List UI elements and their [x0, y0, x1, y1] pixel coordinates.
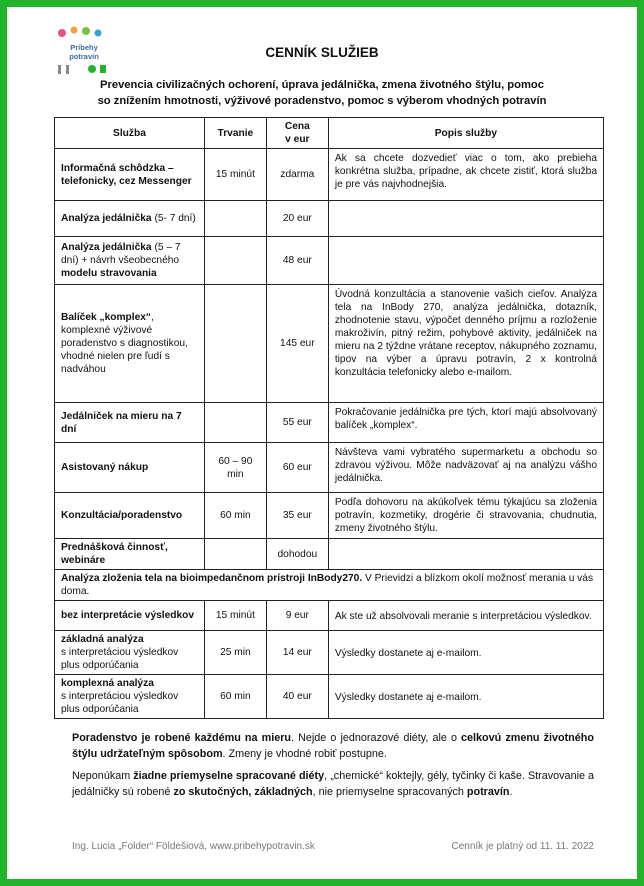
note2-part-a: Neponúkam	[72, 770, 134, 782]
note1-part-b: každému na mieru	[194, 732, 292, 744]
row-service	[55, 149, 205, 201]
service-name: Informačná schôdzka – telefonicky, cez Messenger	[61, 162, 192, 187]
note1-part-c: . Nejde o jednorazové diéty, ale o	[291, 732, 462, 744]
table-row	[55, 675, 604, 719]
service-name: Analýza jedálnička	[61, 213, 152, 224]
page-title: CENNÍK SLUŽIEB	[265, 45, 379, 60]
row-price: 20 eur	[266, 201, 328, 237]
header-duration: Trvanie	[204, 118, 266, 149]
row-service	[55, 237, 205, 285]
note2-part-g: .	[509, 786, 513, 798]
service-detail: s interpretáciou výsledkov plus odporúčania	[61, 691, 179, 715]
inbody-heading-bold: Analýza zloženia tela na bioimpedančnom prístroji InBody270.	[61, 573, 363, 584]
row-duration: 15 minút	[204, 601, 266, 631]
table-row	[55, 493, 604, 539]
table-row	[55, 201, 604, 237]
note-paragraph-2	[72, 768, 594, 800]
row-service	[55, 539, 205, 570]
header-price-line2: v eur	[285, 134, 310, 145]
row-description: Ak sa chcete dozvedieť viac o tom, ako prebieha konkrétna služba, prípadne, ak chcete zistiť, ktorá služba je pre vás najvhodnejšia.	[328, 149, 603, 201]
row-duration	[204, 201, 266, 237]
note2-part-e: , nie priemyselne spracovaných	[312, 786, 467, 798]
row-duration	[204, 285, 266, 403]
table-row	[55, 403, 604, 443]
row-description: Úvodná konzultácia a stanovenie vašich cieľov. Analýza tela na InBody 270, analýza jedálnička, dotazník, zhodnotenie stavu, výpočet denného príjmu a rozloženie makroživín, pitný režim, pohybové aktivity, jedálniček na mieru na 2 týždne vrátane receptov, nákupného zoznamu, tipov na výber a úpravu potravín, 2 x kontrolná konzultácia telefonicky alebo e-mailom.	[328, 285, 603, 403]
table-row	[55, 443, 604, 493]
price-table	[54, 117, 604, 719]
row-description	[328, 539, 603, 570]
row-service	[55, 201, 205, 237]
page-subtitle	[47, 77, 597, 109]
service-name: Analýza jedálnička	[61, 242, 152, 253]
service-name: bez interpretácie výsledkov	[61, 610, 195, 621]
row-duration: 25 min	[204, 631, 266, 675]
row-description: Návšteva vami vybratého supermarketu a obchodu so zdravou výživou. Môže nadväzovať aj na analýzu vášho jedálnička.	[328, 443, 603, 493]
note1-part-a: Poradenstvo je robené	[72, 732, 195, 744]
inbody-heading-row	[55, 570, 604, 601]
header-price-line1: Cena	[284, 121, 310, 132]
row-service	[55, 631, 205, 675]
note1-part-d: celkovú zmenu životného štýlu udržateľným spôsobom	[72, 732, 594, 760]
service-name: Prednášková činnosť, webináre	[61, 542, 168, 566]
service-name: Balíček „komplex“	[61, 312, 152, 323]
service-detail: , komplexné výživové poradenstvo s diagnostikou, vhodné nielen pre ľudí s nadváhou	[61, 312, 188, 375]
row-service	[55, 601, 205, 631]
row-service	[55, 493, 205, 539]
row-description: Výsledky dostanete aj e-mailom.	[328, 675, 603, 719]
row-price: 40 eur	[266, 675, 328, 719]
row-price: 14 eur	[266, 631, 328, 675]
note1-part-e: . Zmeny je vhodné robiť postupne.	[222, 748, 387, 760]
logo-line2: potravín	[69, 52, 99, 61]
header-price	[266, 118, 328, 149]
table-row	[55, 601, 604, 631]
row-price: 35 eur	[266, 493, 328, 539]
row-description: Výsledky dostanete aj e-mailom.	[328, 631, 603, 675]
row-service	[55, 285, 205, 403]
note2-part-c: , „chemické“ koktejly, gély, tyčinky či kaše. Stravovanie a jedálničky sú robené	[72, 770, 595, 798]
row-description: Ak ste už absolvovali meranie s interpretáciou výsledkov.	[328, 601, 603, 631]
inbody-heading-rest: V Prievidzi a blízkom okolí možnosť merania u vás doma.	[61, 573, 594, 597]
service-detail: s interpretáciou výsledkov plus odporúčania	[61, 647, 179, 671]
header-description: Popis služby	[328, 118, 603, 149]
inbody-heading	[55, 570, 604, 601]
note-paragraph-1	[72, 730, 594, 762]
note2-part-b: žiadne priemyselne spracované diéty	[133, 770, 325, 782]
row-duration: 60 min	[204, 493, 266, 539]
row-service	[55, 443, 205, 493]
row-price: 60 eur	[266, 443, 328, 493]
row-price: 9 eur	[266, 601, 328, 631]
subtitle-line2: so znížením hmotnosti, výživové poradenstvo, pomoc s výberom vhodných potravín	[97, 95, 547, 107]
table-row	[55, 631, 604, 675]
service-name: Asistovaný nákup	[61, 462, 149, 473]
row-duration: 60 min	[204, 675, 266, 719]
row-description: Podľa dohovoru na akúkoľvek tému týkajúcu sa zloženia potravín, kozmetiky, drogérie či stravovania, chudnutia, zmeny životného štýlu.	[328, 493, 603, 539]
row-duration	[204, 237, 266, 285]
logo-line1: Príbehy	[70, 43, 98, 52]
row-description	[328, 201, 603, 237]
table-row	[55, 149, 604, 201]
row-service	[55, 675, 205, 719]
row-price: zdarma	[266, 149, 328, 201]
footer-author: Ing. Lucia „Folder“ Földešiová, www.pribehypotravin.sk	[72, 841, 315, 852]
row-description: Pokračovanie jedálnička pre tých, ktorí majú absolvovaný balíček „komplex“.	[328, 403, 603, 443]
footer-validity: Cenník je platný od 11. 11. 2022	[451, 841, 594, 852]
table-row	[55, 539, 604, 570]
service-name: komplexná analýza	[61, 678, 154, 689]
table-header-row	[55, 118, 604, 149]
row-price: 48 eur	[266, 237, 328, 285]
service-name: základná analýza	[61, 634, 144, 645]
row-description	[328, 237, 603, 285]
service-detail: (5- 7 dní)	[151, 213, 196, 224]
row-duration: 15 minút	[204, 149, 266, 201]
row-duration	[204, 539, 266, 570]
service-name-extra: modelu stravovania	[61, 268, 157, 279]
service-detail: (5 – 7 dní) + návrh všeobecného	[61, 242, 181, 266]
row-price: dohodou	[266, 539, 328, 570]
table-row	[55, 237, 604, 285]
row-price: 145 eur	[266, 285, 328, 403]
note2-part-f: potravín	[466, 786, 510, 798]
subtitle-line1: Prevencia civilizačných ochorení, úprava jedálnička, zmena životného štýlu, pomoc	[100, 79, 544, 91]
header-service: Služba	[55, 118, 205, 149]
service-name: Konzultácia/poradenstvo	[61, 510, 183, 521]
row-service	[55, 403, 205, 443]
row-price: 55 eur	[266, 403, 328, 443]
note2-part-d: zo skutočných, základných	[173, 786, 313, 798]
row-duration: 60 – 90 min	[204, 443, 266, 493]
row-duration	[204, 403, 266, 443]
service-name: Jedálniček na mieru na 7 dní	[61, 410, 182, 435]
table-row	[55, 285, 604, 403]
